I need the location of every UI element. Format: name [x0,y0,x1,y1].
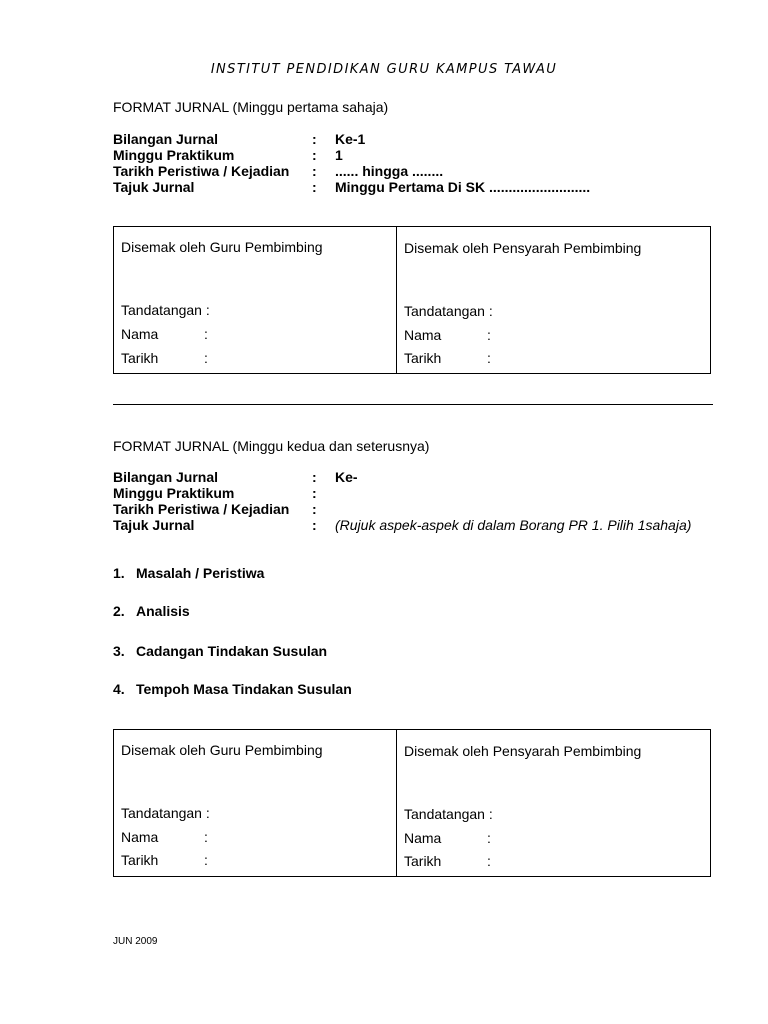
field-label: Bilangan Jurnal [113,469,219,485]
field-colon: : [312,147,317,163]
name-colon: : [487,327,491,343]
signature-box-1 [113,226,711,374]
cell-heading: Disemak oleh Pensyarah Pembimbing [404,743,642,759]
field-colon: : [312,469,317,485]
list-item [113,565,264,581]
format-label: FORMAT JURNAL [113,438,229,454]
field-value: Minggu Pertama Di SK .......................... [335,179,591,195]
field-label: Minggu Praktikum [113,485,235,501]
date-label: Tarikh [404,350,442,366]
field-colon: : [312,485,317,501]
item-number: 3. [113,643,125,659]
name-label: Nama [121,829,159,845]
field-label: Tarikh Peristiwa / Kejadian [113,501,290,517]
signature-cell-pensyarah [397,227,710,373]
format-heading-2 [113,438,429,454]
field-value: (Rujuk aspek-aspek di dalam Borang PR 1. Pilih 1sahaja) [335,517,692,533]
date-colon: : [487,350,491,366]
item-text: Cadangan Tindakan Susulan [136,643,328,659]
name-label: Nama [404,327,442,343]
date-label: Tarikh [121,852,159,868]
field-value: Ke- [335,469,358,485]
name-colon: : [487,830,491,846]
cell-heading: Disemak oleh Pensyarah Pembimbing [404,240,642,256]
field-colon: : [312,517,317,533]
name-colon: : [204,326,208,342]
date-colon: : [204,350,208,366]
format-heading-1 [113,99,388,115]
signature-cell-guru [114,227,396,373]
name-label: Nama [404,830,442,846]
item-number: 2. [113,603,125,619]
field-colon: : [312,163,317,179]
field-label: Tajuk Jurnal [113,517,195,533]
signature-label: Tandatangan : [404,303,493,319]
field-label: Tajuk Jurnal [113,179,195,195]
field-value: ...... hingga ........ [335,163,444,179]
item-text: Masalah / Peristiwa [136,565,265,581]
signature-cell-guru [114,730,396,876]
item-text: Analisis [136,603,190,619]
signature-box-2 [113,729,711,877]
cell-heading: Disemak oleh Guru Pembimbing [121,239,323,255]
footer-date: JUN 2009 [113,936,158,947]
format-note: (Minggu pertama sahaja) [232,99,389,115]
cell-heading: Disemak oleh Guru Pembimbing [121,742,323,758]
date-label: Tarikh [404,853,442,869]
signature-cell-pensyarah [397,730,710,876]
format-note: (Minggu kedua dan seterusnya) [232,438,430,454]
field-label: Bilangan Jurnal [113,131,219,147]
signature-label: Tandatangan : [404,806,493,822]
list-item [113,603,190,619]
field-label: Minggu Praktikum [113,147,235,163]
item-number: 4. [113,681,125,697]
field-colon: : [312,501,317,517]
field-value: Ke-1 [335,131,366,147]
item-number: 1. [113,565,125,581]
signature-label: Tandatangan : [121,302,210,318]
field-value: 1 [335,147,343,163]
institute-title: INSTITUT PENDIDIKAN GURU KAMPUS TAWAU [210,62,558,77]
list-item [113,681,352,697]
field-label: Tarikh Peristiwa / Kejadian [113,163,290,179]
date-colon: : [487,853,491,869]
list-item [113,643,327,659]
section-separator [113,404,713,405]
name-colon: : [204,829,208,845]
name-label: Nama [121,326,159,342]
field-colon: : [312,131,317,147]
date-colon: : [204,852,208,868]
signature-label: Tandatangan : [121,805,210,821]
format-label: FORMAT JURNAL [113,99,229,115]
item-text: Tempoh Masa Tindakan Susulan [136,681,352,697]
date-label: Tarikh [121,350,159,366]
field-colon: : [312,179,317,195]
